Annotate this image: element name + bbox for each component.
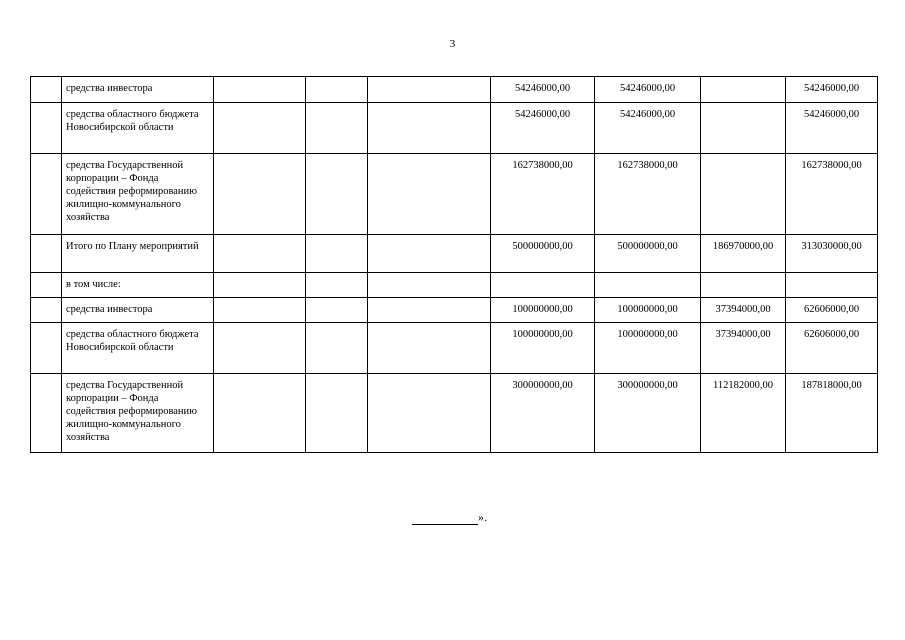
row-number-cell	[31, 103, 62, 154]
amount-cell-5: 162738000,00	[491, 154, 595, 235]
row-number-cell	[31, 77, 62, 103]
empty-cell	[306, 298, 368, 323]
page-number: 3	[449, 38, 456, 50]
amount-cell-8: 162738000,00	[786, 154, 878, 235]
table-row	[31, 77, 878, 103]
signature-line	[412, 513, 478, 525]
amount-cell-5: 54246000,00	[491, 77, 595, 103]
amount-cell-8: 62606000,00	[786, 298, 878, 323]
amount-cell-7	[701, 154, 786, 235]
amount-cell-5: 54246000,00	[491, 103, 595, 154]
amount-cell-7	[701, 103, 786, 154]
table-row	[31, 103, 878, 154]
table-row	[31, 154, 878, 235]
empty-cell	[368, 298, 491, 323]
row-number-cell	[31, 273, 62, 298]
empty-cell	[214, 273, 306, 298]
closing-mark	[412, 510, 487, 525]
row-number-cell	[31, 235, 62, 273]
empty-cell	[214, 235, 306, 273]
empty-cell	[368, 374, 491, 453]
table-row	[31, 273, 878, 298]
row-label-cell: средства областного бюджета Новосибирской области	[62, 323, 214, 374]
empty-cell	[214, 374, 306, 453]
row-number-cell	[31, 374, 62, 453]
amount-cell-6: 500000000,00	[595, 235, 701, 273]
table-row	[31, 235, 878, 273]
table-body	[31, 77, 878, 453]
amount-cell-5: 100000000,00	[491, 298, 595, 323]
amount-cell-7: 37394000,00	[701, 323, 786, 374]
empty-cell	[368, 77, 491, 103]
amount-cell-6: 300000000,00	[595, 374, 701, 453]
row-number-cell	[31, 298, 62, 323]
closing-quote: ».	[478, 510, 487, 524]
amount-cell-6	[595, 273, 701, 298]
amount-cell-8: 54246000,00	[786, 103, 878, 154]
row-number-cell	[31, 154, 62, 235]
row-label-cell: средства инвестора	[62, 77, 214, 103]
funding-table	[30, 76, 878, 453]
amount-cell-7: 112182000,00	[701, 374, 786, 453]
amount-cell-6: 100000000,00	[595, 298, 701, 323]
amount-cell-7: 37394000,00	[701, 298, 786, 323]
amount-cell-6: 100000000,00	[595, 323, 701, 374]
empty-cell	[214, 77, 306, 103]
empty-cell	[214, 154, 306, 235]
row-label-cell: Итого по Плану мероприятий	[62, 235, 214, 273]
empty-cell	[306, 273, 368, 298]
amount-cell-5: 300000000,00	[491, 374, 595, 453]
amount-cell-5: 500000000,00	[491, 235, 595, 273]
table-row	[31, 298, 878, 323]
amount-cell-6: 54246000,00	[595, 103, 701, 154]
row-number-cell	[31, 323, 62, 374]
amount-cell-5: 100000000,00	[491, 323, 595, 374]
row-label-cell: в том числе:	[62, 273, 214, 298]
amount-cell-8: 62606000,00	[786, 323, 878, 374]
empty-cell	[306, 235, 368, 273]
amount-cell-8	[786, 273, 878, 298]
empty-cell	[368, 323, 491, 374]
amount-cell-7	[701, 273, 786, 298]
table-row	[31, 374, 878, 453]
amount-cell-5	[491, 273, 595, 298]
amount-cell-8: 187818000,00	[786, 374, 878, 453]
empty-cell	[368, 154, 491, 235]
amount-cell-7: 186970000,00	[701, 235, 786, 273]
empty-cell	[368, 235, 491, 273]
row-label-cell: средства областного бюджета Новосибирской области	[62, 103, 214, 154]
amount-cell-6: 162738000,00	[595, 154, 701, 235]
amount-cell-7	[701, 77, 786, 103]
empty-cell	[306, 323, 368, 374]
amount-cell-6: 54246000,00	[595, 77, 701, 103]
empty-cell	[306, 103, 368, 154]
empty-cell	[214, 298, 306, 323]
empty-cell	[306, 154, 368, 235]
empty-cell	[214, 323, 306, 374]
empty-cell	[306, 374, 368, 453]
empty-cell	[368, 103, 491, 154]
empty-cell	[306, 77, 368, 103]
row-label-cell: средства инвестора	[62, 298, 214, 323]
row-label-cell: средства Государственной корпорации – Фонда содействия реформированию жилищно-коммунального хозяйства	[62, 374, 214, 453]
empty-cell	[214, 103, 306, 154]
empty-cell	[368, 273, 491, 298]
amount-cell-8: 313030000,00	[786, 235, 878, 273]
table-row	[31, 323, 878, 374]
amount-cell-8: 54246000,00	[786, 77, 878, 103]
row-label-cell: средства Государственной корпорации – Фонда содействия реформированию жилищно-коммунального хозяйства	[62, 154, 214, 235]
